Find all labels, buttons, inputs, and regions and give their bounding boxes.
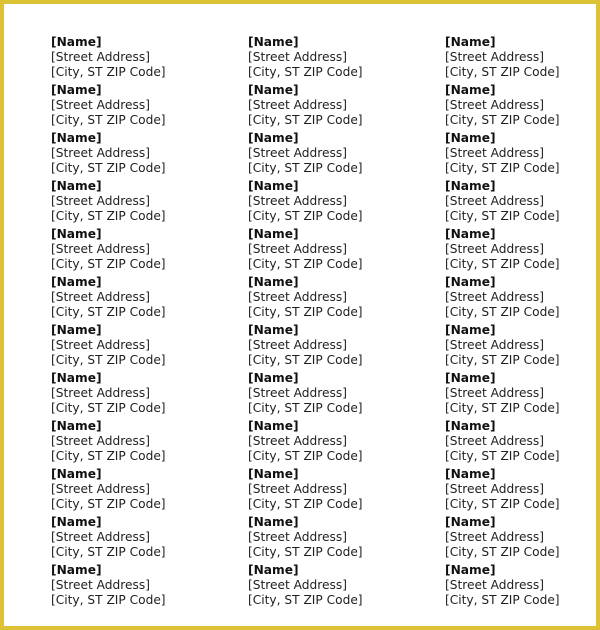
label-city-state-zip: [City, ST ZIP Code] <box>445 161 560 175</box>
label-city-state-zip: [City, ST ZIP Code] <box>51 113 166 127</box>
address-label <box>445 371 600 419</box>
label-street-address: [Street Address] <box>248 146 347 160</box>
address-label <box>51 83 241 131</box>
address-label <box>51 467 241 515</box>
address-label <box>445 131 600 179</box>
label-city-state-zip: [City, ST ZIP Code] <box>445 593 560 607</box>
label-city-state-zip: [City, ST ZIP Code] <box>51 305 166 319</box>
label-street-address: [Street Address] <box>248 386 347 400</box>
address-label <box>51 371 241 419</box>
label-street-address: [Street Address] <box>445 290 544 304</box>
address-label <box>445 227 600 275</box>
label-city-state-zip: [City, ST ZIP Code] <box>248 593 363 607</box>
label-name: [Name] <box>248 467 299 481</box>
label-street-address: [Street Address] <box>248 290 347 304</box>
label-street-address: [Street Address] <box>445 530 544 544</box>
address-label <box>248 467 438 515</box>
label-street-address: [Street Address] <box>51 530 150 544</box>
label-city-state-zip: [City, ST ZIP Code] <box>445 65 560 79</box>
label-city-state-zip: [City, ST ZIP Code] <box>445 113 560 127</box>
label-name: [Name] <box>445 35 496 49</box>
label-street-address: [Street Address] <box>51 338 150 352</box>
label-name: [Name] <box>51 179 102 193</box>
label-street-address: [Street Address] <box>51 98 150 112</box>
label-name: [Name] <box>248 323 299 337</box>
label-street-address: [Street Address] <box>445 434 544 448</box>
address-label <box>445 419 600 467</box>
label-city-state-zip: [City, ST ZIP Code] <box>445 401 560 415</box>
label-street-address: [Street Address] <box>248 194 347 208</box>
label-city-state-zip: [City, ST ZIP Code] <box>51 593 166 607</box>
label-city-state-zip: [City, ST ZIP Code] <box>51 209 166 223</box>
label-city-state-zip: [City, ST ZIP Code] <box>445 449 560 463</box>
label-city-state-zip: [City, ST ZIP Code] <box>248 497 363 511</box>
address-label <box>51 563 241 611</box>
label-name: [Name] <box>248 227 299 241</box>
label-city-state-zip: [City, ST ZIP Code] <box>51 545 166 559</box>
label-city-state-zip: [City, ST ZIP Code] <box>248 65 363 79</box>
address-label <box>51 227 241 275</box>
label-name: [Name] <box>248 419 299 433</box>
address-label <box>248 35 438 83</box>
label-city-state-zip: [City, ST ZIP Code] <box>445 497 560 511</box>
label-street-address: [Street Address] <box>248 98 347 112</box>
label-street-address: [Street Address] <box>248 530 347 544</box>
address-label <box>445 275 600 323</box>
label-city-state-zip: [City, ST ZIP Code] <box>51 353 166 367</box>
label-city-state-zip: [City, ST ZIP Code] <box>51 401 166 415</box>
address-label <box>51 35 241 83</box>
label-name: [Name] <box>248 83 299 97</box>
label-street-address: [Street Address] <box>248 434 347 448</box>
label-city-state-zip: [City, ST ZIP Code] <box>445 305 560 319</box>
label-street-address: [Street Address] <box>445 578 544 592</box>
address-label <box>445 35 600 83</box>
label-name: [Name] <box>445 515 496 529</box>
address-label <box>445 83 600 131</box>
label-street-address: [Street Address] <box>51 290 150 304</box>
address-label <box>51 275 241 323</box>
address-label <box>51 515 241 563</box>
label-city-state-zip: [City, ST ZIP Code] <box>248 113 363 127</box>
address-label <box>445 563 600 611</box>
address-label <box>445 323 600 371</box>
label-city-state-zip: [City, ST ZIP Code] <box>445 209 560 223</box>
label-street-address: [Street Address] <box>51 50 150 64</box>
label-city-state-zip: [City, ST ZIP Code] <box>51 497 166 511</box>
label-column-3 <box>445 35 600 611</box>
address-label <box>51 323 241 371</box>
label-city-state-zip: [City, ST ZIP Code] <box>51 449 166 463</box>
label-street-address: [Street Address] <box>51 578 150 592</box>
label-city-state-zip: [City, ST ZIP Code] <box>248 353 363 367</box>
address-label <box>248 83 438 131</box>
label-name: [Name] <box>445 419 496 433</box>
label-name: [Name] <box>248 35 299 49</box>
address-label <box>51 179 241 227</box>
label-name: [Name] <box>51 131 102 145</box>
label-city-state-zip: [City, ST ZIP Code] <box>51 161 166 175</box>
address-label <box>445 179 600 227</box>
label-name: [Name] <box>51 323 102 337</box>
label-city-state-zip: [City, ST ZIP Code] <box>51 257 166 271</box>
address-label <box>445 467 600 515</box>
label-city-state-zip: [City, ST ZIP Code] <box>51 65 166 79</box>
label-street-address: [Street Address] <box>51 194 150 208</box>
label-column-2 <box>248 35 438 611</box>
label-street-address: [Street Address] <box>445 146 544 160</box>
address-label <box>445 515 600 563</box>
label-name: [Name] <box>248 275 299 289</box>
address-label <box>248 131 438 179</box>
label-name: [Name] <box>248 515 299 529</box>
label-street-address: [Street Address] <box>51 242 150 256</box>
address-label <box>248 563 438 611</box>
address-label <box>248 323 438 371</box>
label-street-address: [Street Address] <box>248 50 347 64</box>
label-street-address: [Street Address] <box>445 242 544 256</box>
label-street-address: [Street Address] <box>51 386 150 400</box>
label-name: [Name] <box>51 35 102 49</box>
label-street-address: [Street Address] <box>51 146 150 160</box>
label-street-address: [Street Address] <box>445 98 544 112</box>
address-label <box>51 131 241 179</box>
address-label <box>248 515 438 563</box>
address-label <box>51 419 241 467</box>
label-column-1 <box>51 35 241 611</box>
label-name: [Name] <box>445 179 496 193</box>
label-city-state-zip: [City, ST ZIP Code] <box>445 353 560 367</box>
label-name: [Name] <box>248 131 299 145</box>
label-sheet <box>8 8 592 622</box>
label-city-state-zip: [City, ST ZIP Code] <box>248 545 363 559</box>
label-name: [Name] <box>248 563 299 577</box>
label-street-address: [Street Address] <box>445 386 544 400</box>
label-name: [Name] <box>445 275 496 289</box>
address-label <box>248 371 438 419</box>
label-name: [Name] <box>248 179 299 193</box>
label-city-state-zip: [City, ST ZIP Code] <box>248 161 363 175</box>
label-name: [Name] <box>445 83 496 97</box>
label-street-address: [Street Address] <box>51 434 150 448</box>
label-name: [Name] <box>51 275 102 289</box>
label-name: [Name] <box>51 83 102 97</box>
label-name: [Name] <box>51 515 102 529</box>
label-street-address: [Street Address] <box>445 482 544 496</box>
label-city-state-zip: [City, ST ZIP Code] <box>248 305 363 319</box>
label-name: [Name] <box>51 419 102 433</box>
label-name: [Name] <box>51 467 102 481</box>
label-city-state-zip: [City, ST ZIP Code] <box>248 209 363 223</box>
label-street-address: [Street Address] <box>445 50 544 64</box>
address-label <box>248 419 438 467</box>
label-name: [Name] <box>445 323 496 337</box>
label-street-address: [Street Address] <box>51 482 150 496</box>
label-name: [Name] <box>248 371 299 385</box>
label-street-address: [Street Address] <box>248 482 347 496</box>
label-street-address: [Street Address] <box>248 578 347 592</box>
label-street-address: [Street Address] <box>445 194 544 208</box>
label-street-address: [Street Address] <box>445 338 544 352</box>
address-label <box>248 179 438 227</box>
label-city-state-zip: [City, ST ZIP Code] <box>445 545 560 559</box>
label-name: [Name] <box>51 563 102 577</box>
address-label <box>248 275 438 323</box>
label-street-address: [Street Address] <box>248 242 347 256</box>
label-city-state-zip: [City, ST ZIP Code] <box>248 449 363 463</box>
label-city-state-zip: [City, ST ZIP Code] <box>248 401 363 415</box>
label-name: [Name] <box>51 371 102 385</box>
label-name: [Name] <box>51 227 102 241</box>
label-name: [Name] <box>445 227 496 241</box>
label-name: [Name] <box>445 467 496 481</box>
label-name: [Name] <box>445 371 496 385</box>
label-name: [Name] <box>445 563 496 577</box>
label-city-state-zip: [City, ST ZIP Code] <box>445 257 560 271</box>
address-label <box>248 227 438 275</box>
label-name: [Name] <box>445 131 496 145</box>
label-street-address: [Street Address] <box>248 338 347 352</box>
label-city-state-zip: [City, ST ZIP Code] <box>248 257 363 271</box>
